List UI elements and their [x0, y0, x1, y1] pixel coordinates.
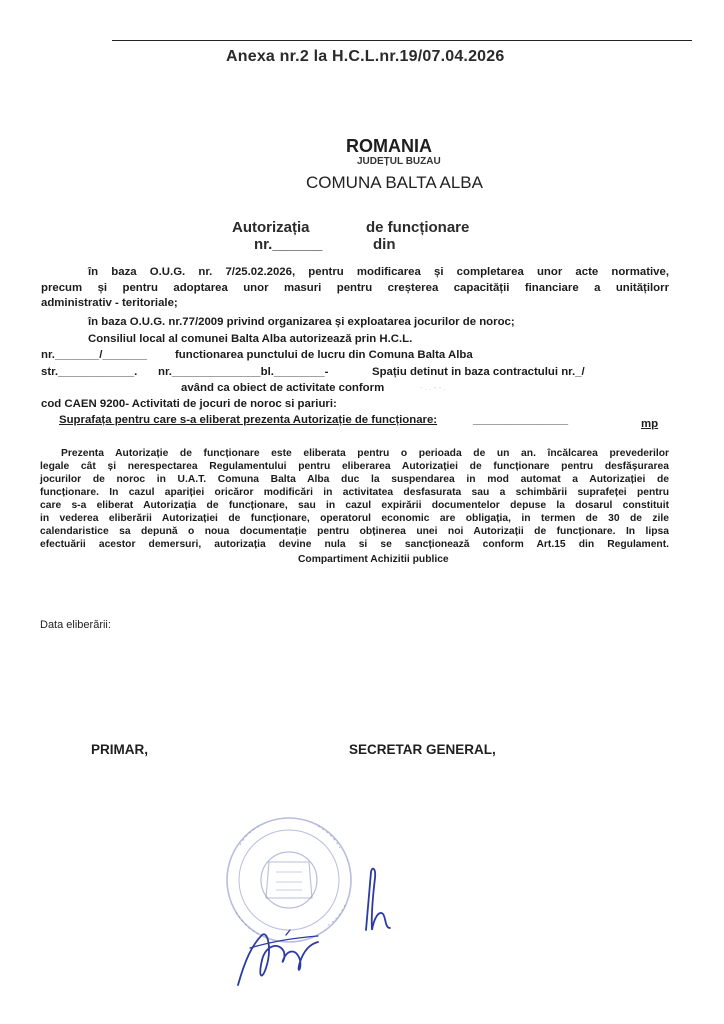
- title-number: nr.______: [254, 236, 323, 253]
- notice-line-1: Prezenta Autorizație de funcționare este eliberata pentru o perioada de un an. încălcarea prevederilor: [61, 448, 669, 459]
- country-heading: ROMANIA: [346, 136, 432, 156]
- body-line-4: în baza O.U.G. nr.77/2009 privind organizarea și exploatarea jocurilor de noroc;: [88, 316, 515, 328]
- notice-line-8: efectuării acestor demersuri, autorizația devine nula si se sancționează conform Art.15 din Regulament.: [40, 539, 669, 550]
- number-block-field: nr.______________bl.________-: [158, 366, 329, 378]
- body-line-3: administrativ - teritoriale;: [41, 297, 178, 309]
- notice-line-2: legale cât și nerespectarea Regulamentului pentru eliberarea Autorizației de funcționare pentru desfășurarea: [40, 461, 669, 472]
- street-field: str.____________.: [41, 366, 138, 378]
- body-line-6: functionarea punctului de lucru din Comuna Balta Alba: [175, 349, 473, 361]
- faint-smudge: - . . - - .: [420, 383, 446, 392]
- surface-area-label: Suprafața pentru care s-a eliberat prezenta Autorizație de funcționare:: [59, 414, 438, 426]
- annex-title: Anexa nr.2 la H.C.L.nr.19/07.04.2026: [226, 48, 505, 65]
- notice-line-4: funcționare. In cazul apariției oricăror modificări in activitatea desfasurata sau a schimbării suprafeței pentru: [40, 487, 669, 498]
- title-functioning: de funcționare: [366, 219, 470, 236]
- commune-heading: COMUNA BALTA ALBA: [306, 173, 483, 192]
- title-date: din: [373, 236, 396, 253]
- contract-field: Spațiu detinut in baza contractului nr._/: [372, 366, 585, 378]
- hcl-number-field: nr._______/_______: [41, 349, 147, 361]
- body-line-2: precum și pentru adoptarea unor masuri pentru creșterea capacității financiare a unitățilorr: [41, 282, 669, 294]
- county-heading: JUDEȚUL BUZAU: [357, 156, 441, 167]
- body-line-1: în baza O.U.G. nr. 7/25.02.2026, pentru modificarea și completarea unor acte normative,: [88, 266, 669, 278]
- body-line-8: având ca obiect de activitate conform: [181, 382, 385, 394]
- title-authorization: Autorizația: [232, 219, 310, 236]
- notice-line-6: in vederea eliberării Autorizației de funcționare, operatorul economic are obligația, in termen de 30 de zile: [40, 513, 669, 524]
- notice-line-7: calendaristice sa depună o noua documentație pentru obținerea unei noi Autorizații de funcționare. In lipsa: [40, 526, 669, 537]
- surface-area-unit: mp: [641, 418, 659, 430]
- surface-area-field: _______________: [473, 414, 569, 426]
- body-line-5: Consiliul local al comunei Balta Alba autorizează prin H.C.L.: [88, 333, 413, 345]
- notice-line-5: care s-a eliberat Autorizația de funcționare, sau in cazul expirării documentelor depuse la dosarul constituit: [40, 500, 669, 511]
- caen-code-line: cod CAEN 9200- Activitati de jocuri de noroc si pariuri:: [41, 398, 337, 410]
- issue-date-label: Data eliberării:: [40, 619, 111, 631]
- mayor-signature-label: PRIMAR,: [91, 742, 148, 757]
- secretary-signature-label: SECRETAR GENERAL,: [349, 742, 496, 757]
- notice-line-3: jocurilor de noroc in U.A.T. Comuna Balta Alba duc la suspendarea in mod automat a Autorizației de: [40, 474, 669, 485]
- department-name: Compartiment Achizitii publice: [298, 554, 449, 565]
